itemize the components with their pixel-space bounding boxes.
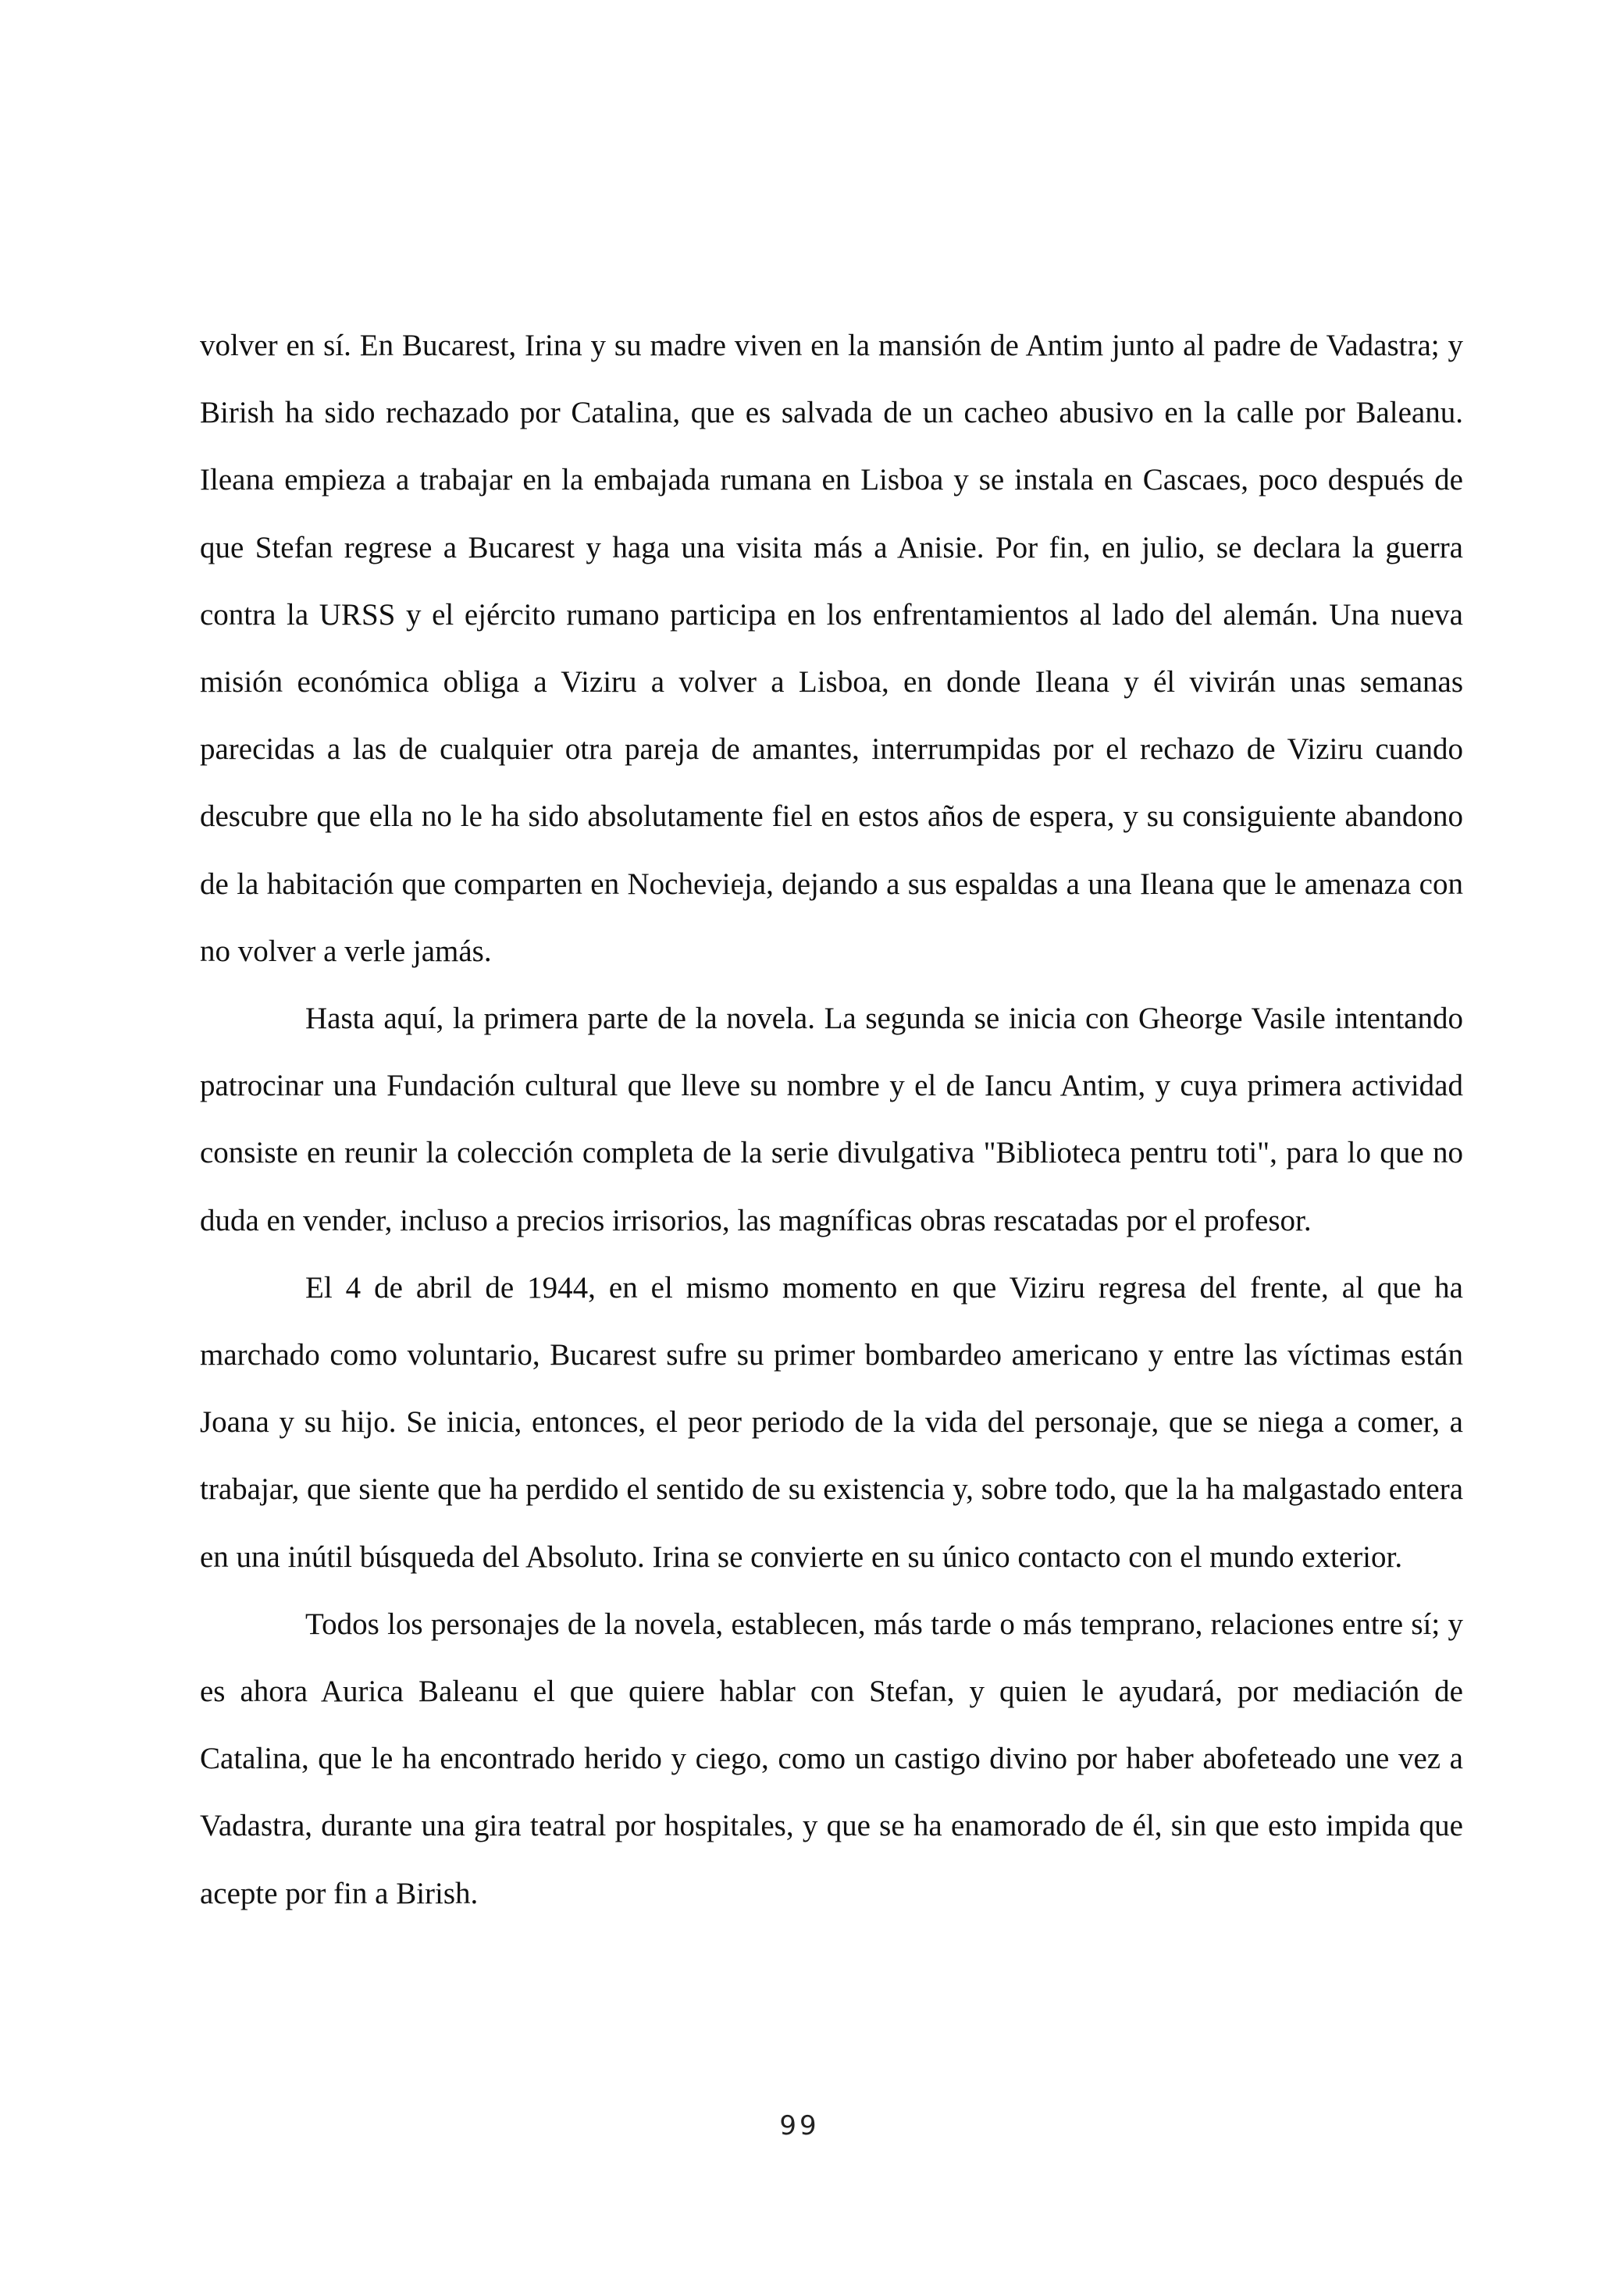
paragraph: Hasta aquí, la primera parte de la novela. La segunda se inicia con Gheorge Vasile intentando patrocinar una Fundación cultural que lleve su nombre y el de Iancu Antim, y cuya primera actividad consiste en reunir la colección completa de la serie divulgativa "Biblioteca pentru toti", para lo que no duda en vender, incluso a precios irrisorios, las magníficas obras rescatadas por el profesor. <box>200 1002 1463 1237</box>
page-number: 99 <box>779 2110 820 2141</box>
paragraph: El 4 de abril de 1944, en el mismo momento en que Viziru regresa del frente, al que ha marchado como voluntario, Bucarest sufre su primer bombardeo americano y entre las víctimas están Joana y su hijo. Se inicia, entonces, el peor periodo de la vida del personaje, que se niega a comer, a trabajar, que siente que ha perdido el sentido de su existencia y, sobre todo, que la ha malgastado entera en una inútil búsqueda del Absoluto. Irina se convierte en su único contacto con el mundo exterior. <box>200 1270 1463 1574</box>
body-text <box>200 312 1463 1928</box>
paragraph: Todos los personajes de la novela, establecen, más tarde o más temprano, relaciones entre sí; y es ahora Aurica Baleanu el que quiere hablar con Stefan, y quien le ayudará, por mediación de Catalina, que le ha encontrado herido y ciego, como un castigo divino por haber abofeteado une vez a Vadastra, durante una gira teatral por hospitales, y que se ha enamorado de él, sin que esto impida que acepte por fin a Birish. <box>200 1607 1463 1910</box>
paragraph-continuation: volver en sí. En Bucarest, Irina y su madre viven en la mansión de Antim junto al padre de Vadastra; y Birish ha sido rechazado por Catalina, que es salvada de un cacheo abusivo en la calle por Baleanu. Ileana empieza a trabajar en la embajada rumana en Lisboa y se instala en Cascaes, poco después de que Stefan regrese a Bucarest y haga una visita más a Anisie. Por fin, en julio, se declara la guerra contra la URSS y el ejército rumano participa en los enfrentamientos al lado del alemán. Una nueva misión económica obliga a Viziru a volver a Lisboa, en donde Ileana y él vivirán unas semanas parecidas a las de cualquier otra pareja de amantes, interrumpidas por el rechazo de Viziru cuando descubre que ella no le ha sido absolutamente fiel en estos años de espera, y su consiguiente abandono de la habitación que comparten en Nochevieja, dejando a sus espaldas a una Ileana que le amenaza con no volver a verle jamás. <box>200 329 1463 968</box>
